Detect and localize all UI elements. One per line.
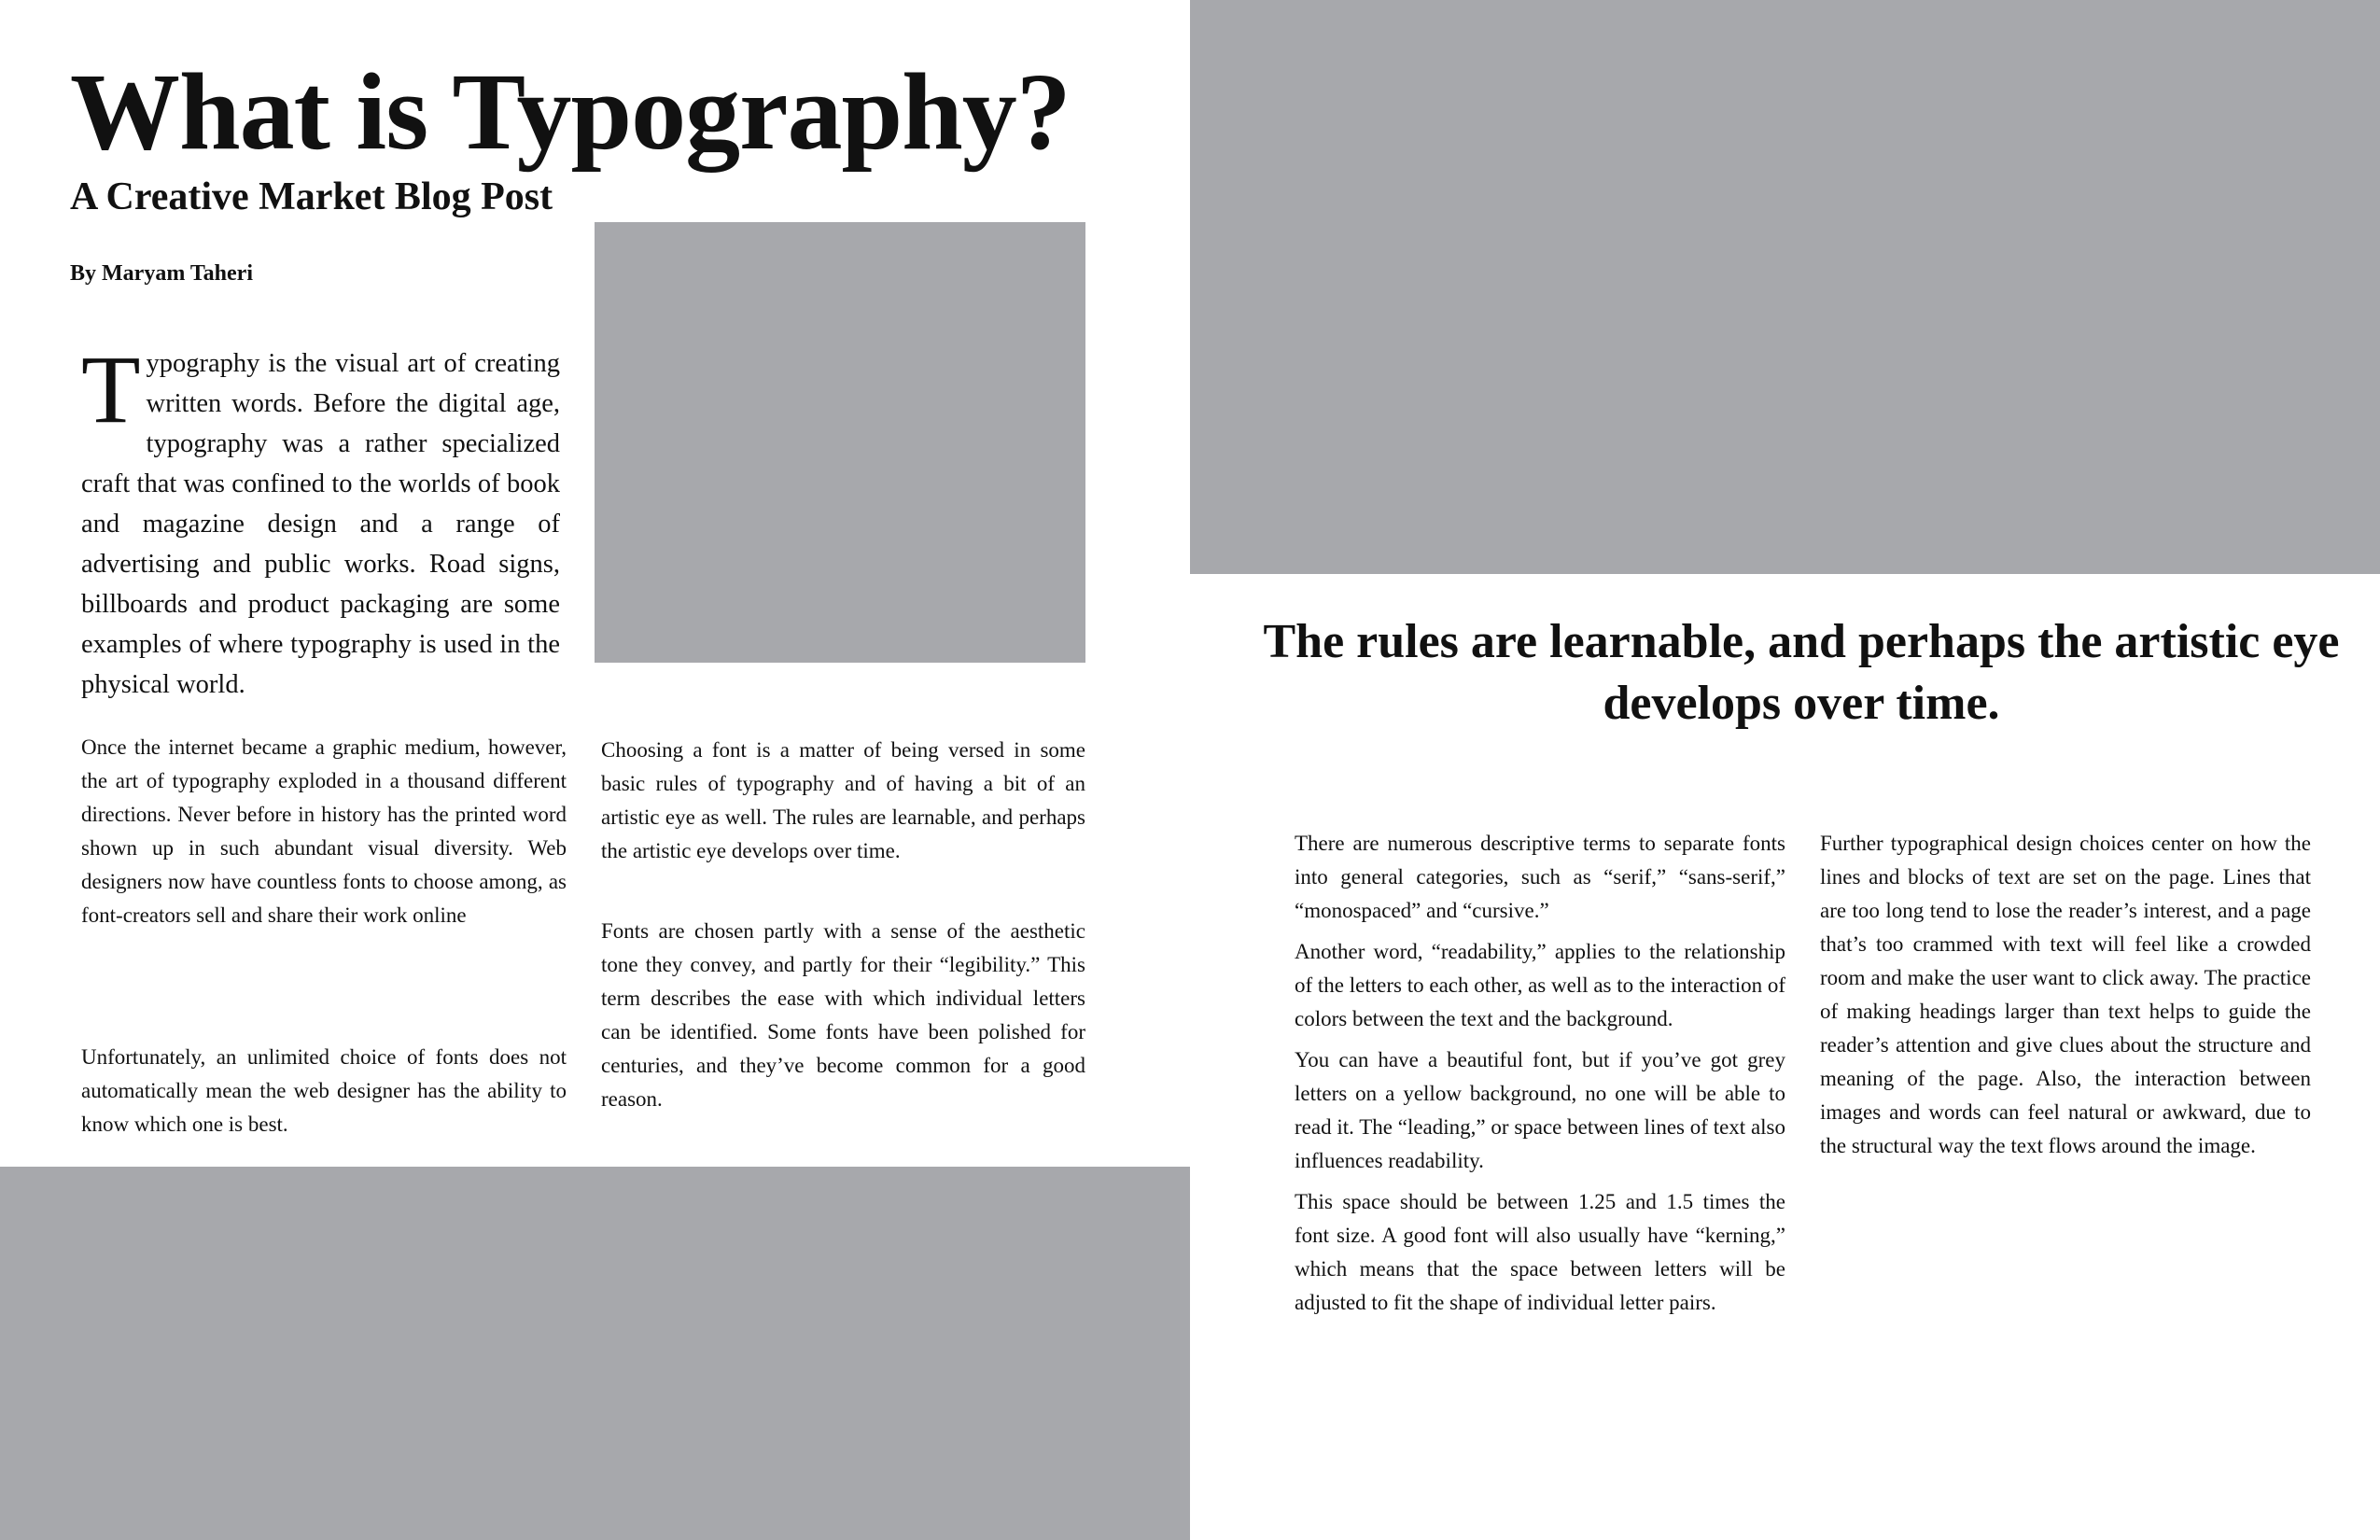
byline: By Maryam Taheri xyxy=(70,261,253,286)
middle-column-paragraph-1 xyxy=(601,734,1085,868)
intro-text: ypography is the visual art of creating written words. Before the digital age, typography was a rather specialized craft that was confined to the worlds of book and magazine design and a range of advertising and public works. Road signs, billboards and product packaging are some examples of where typography is used in the physical world. xyxy=(81,349,560,699)
paragraph: Once the internet became a graphic medium, however, the art of typography exploded in a thousand different directions. Never before in history has the printed word shown up in such abundant visual diversity. Web designers now have countless fonts to choose among, as font-creators sell and share their work online xyxy=(81,735,567,927)
paragraph: Further typographical design choices center on how the lines and blocks of text are set on the page. Lines that are too long tend to lose the reader’s interest, and a page that’s too crammed with text will feel like a crowded room and make the user want to click away. The practice of making headings larger than text helps to guide the reader’s attention and give clues about the structure and meaning of the page. Also, the interaction between images and words can feel natural or awkward, due to the structural way the text flows around the image. xyxy=(1820,832,2311,1157)
image-placeholder-left-top xyxy=(595,222,1085,663)
paragraph: Another word, “readability,” applies to the relationship of the letters to each other, as well as to the interaction of colors between the text and the background. xyxy=(1295,940,1785,1030)
pull-quote: The rules are learnable, and perhaps the artistic eye develops over time. xyxy=(1263,615,2340,730)
paragraph: You can have a beautiful font, but if you’ve got grey letters on a yellow background, no one will be able to read it. The “leading,” or space between lines of text also influences readability. xyxy=(1295,1048,1785,1172)
page-title: What is Typography? xyxy=(70,50,1071,173)
paragraph: Choosing a font is a matter of being versed in some basic rules of typography and of having a bit of an artistic eye as well. The rules are learnable, and perhaps the artistic eye develops over time. xyxy=(601,738,1085,862)
drop-cap: T xyxy=(81,336,141,443)
right-column-1 xyxy=(1295,827,1785,1327)
paragraph: Fonts are chosen partly with a sense of the aesthetic tone they convey, and partly for their “legibility.” This term describes the ease with which individual letters can be identified. Some fonts have been polished for centuries, and they’ve become common for a good reason. xyxy=(601,919,1085,1111)
right-column-2 xyxy=(1820,827,2311,1163)
left-column-paragraph-2 xyxy=(81,1041,567,1141)
image-placeholder-left-bottom xyxy=(0,1167,1190,1540)
image-placeholder-right-top xyxy=(1190,0,2380,574)
paragraph: This space should be between 1.25 and 1.5 times the font size. A good font will also usually have “kerning,” which means that the space between letters will be adjusted to fit the shape of individual letter pairs. xyxy=(1295,1190,1785,1314)
middle-column-paragraph-2 xyxy=(601,915,1085,1116)
page-subtitle: A Creative Market Blog Post xyxy=(70,175,553,218)
paragraph: There are numerous descriptive terms to separate fonts into general categories, such as “serif,” “sans-serif,” “monospaced” and “cursive.” xyxy=(1295,832,1785,922)
paragraph: Unfortunately, an unlimited choice of fonts does not automatically mean the web designer has the ability to know which one is best. xyxy=(81,1045,567,1136)
intro-paragraph xyxy=(81,336,560,705)
left-column-paragraph-1 xyxy=(81,731,567,932)
